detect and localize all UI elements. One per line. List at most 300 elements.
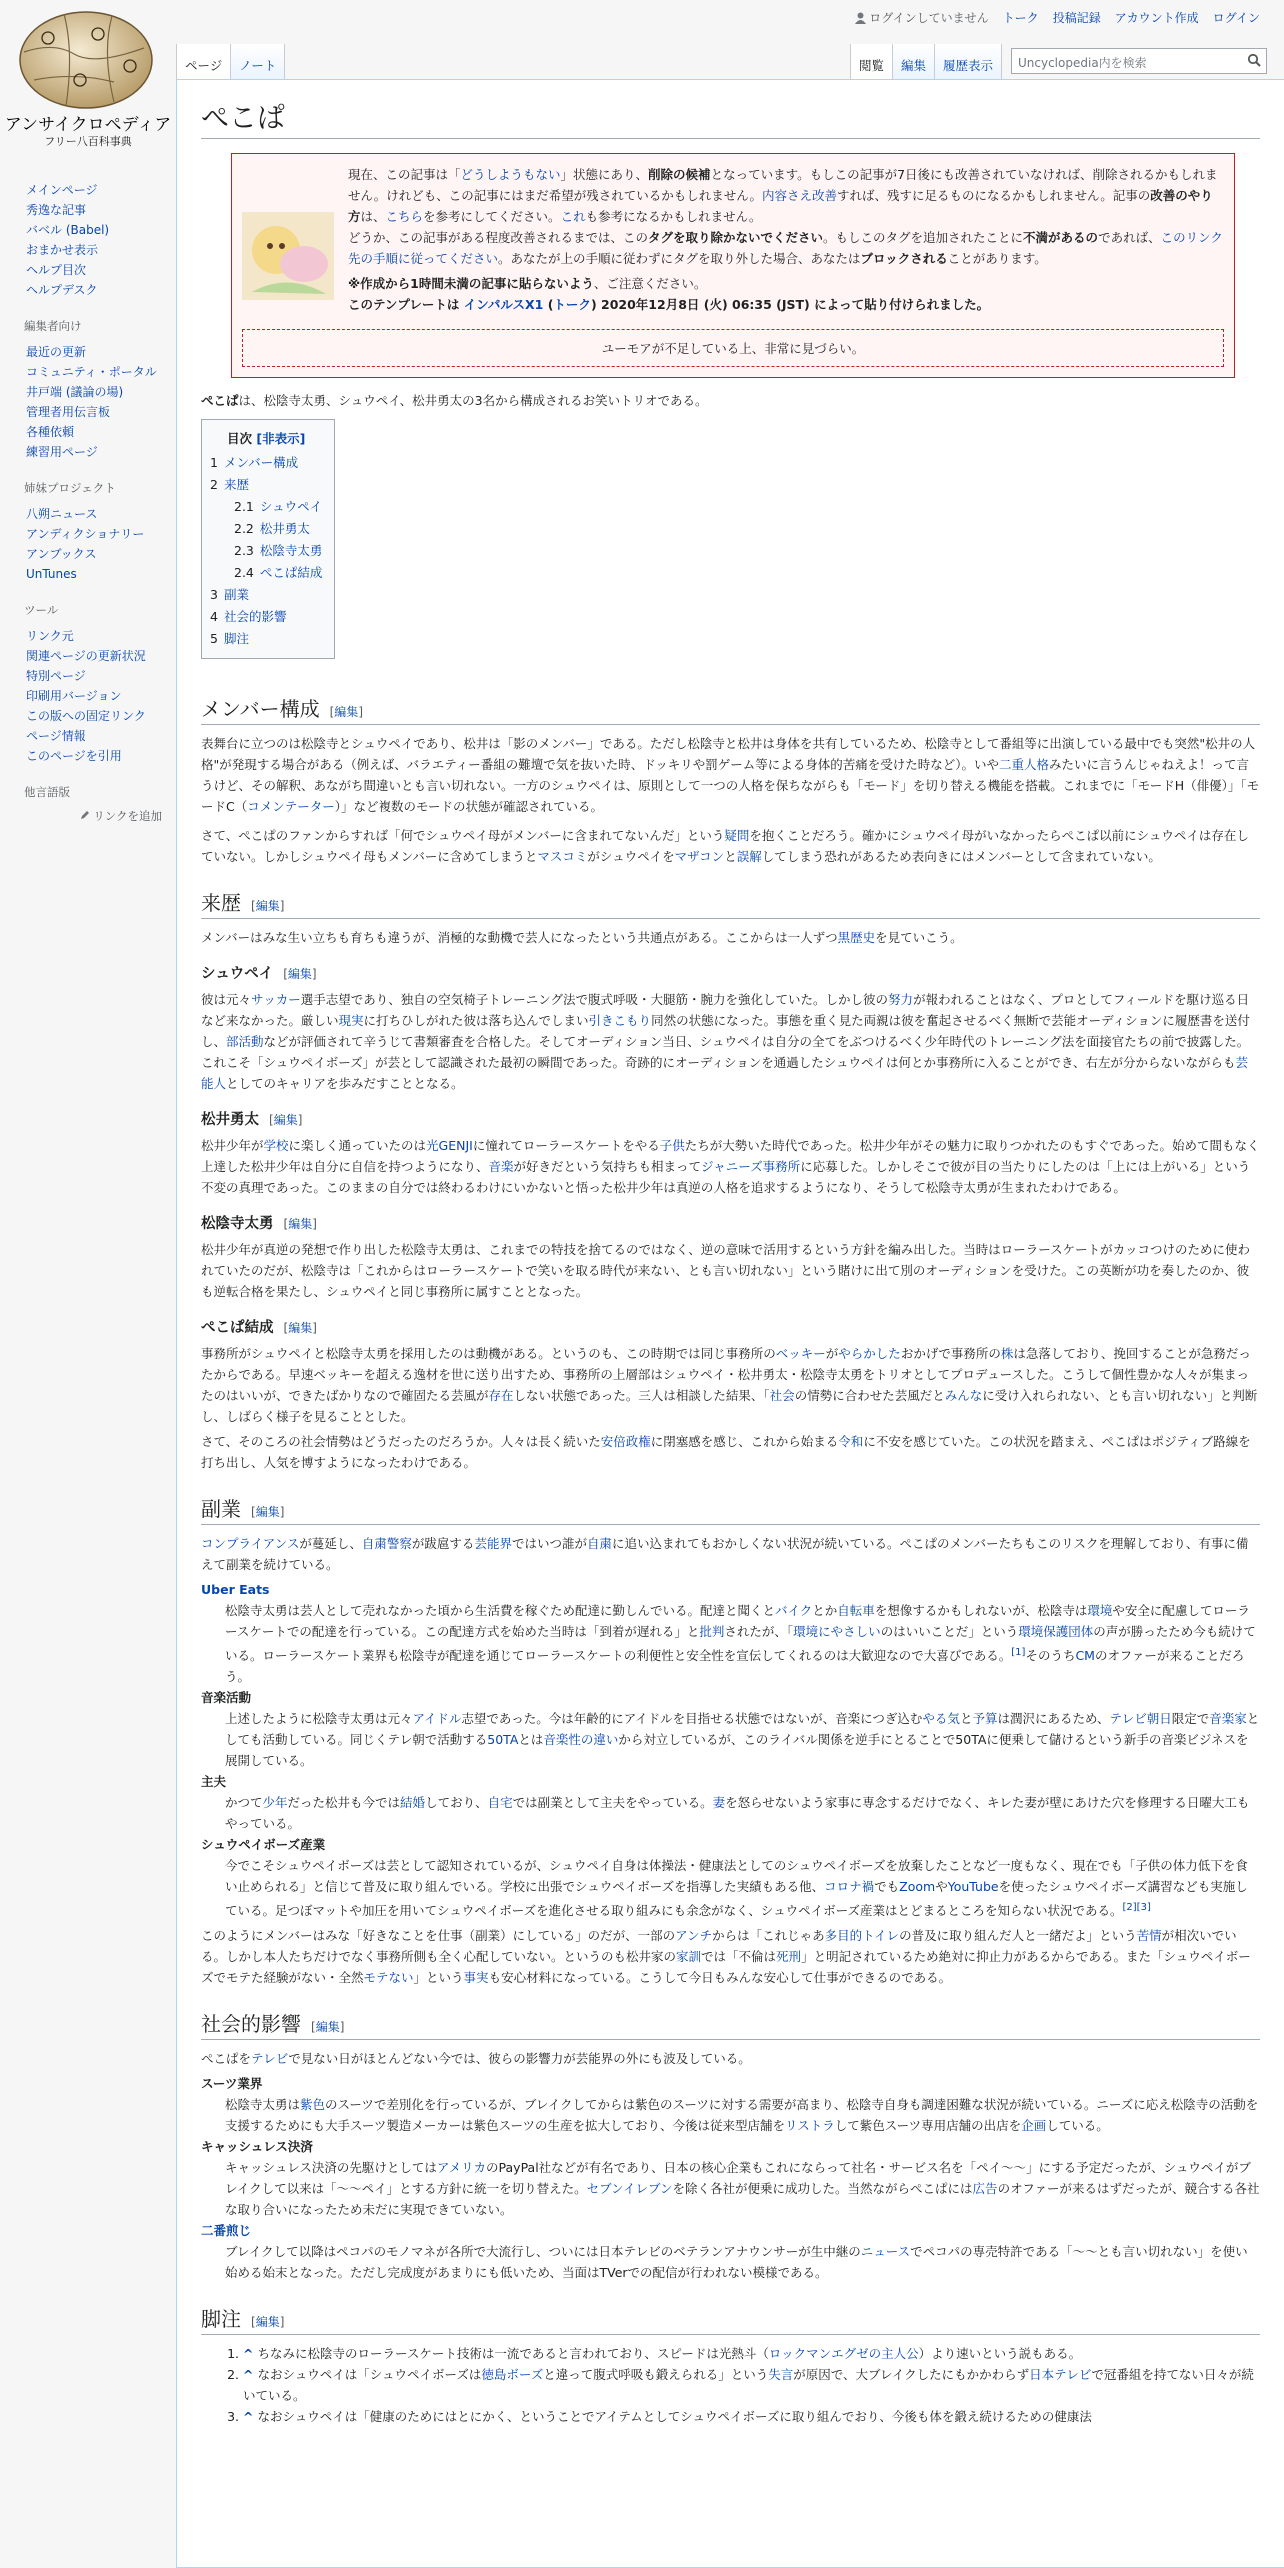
society-link[interactable]: 社会 <box>769 1388 795 1403</box>
everyone-link[interactable]: みんな <box>944 1388 983 1403</box>
t: は急落しており、挽回することが急務だったからである。早速ベッキーを超える逸材を世に送り出すため、事務所の上層部はシュウペイ・松井勇太・松陰寺太勇をトリオとしてプロデュースした。こうして個性豊かな人々が集まったのはいいが、できたばかりなので確固たる芸風が <box>201 1346 1251 1403</box>
notice-text-2g: 。あなたが上の手順に従わずにタグを取り外した場合、あなたは <box>498 251 861 266</box>
t: とは <box>518 1732 544 1748</box>
rockman-link[interactable]: ロックマンエグゼの主人公 <box>768 2346 919 2362</box>
t: 選手志望であり、独自の空気椅子トレーニング法で腹式呼吸・大腿筋・腕力を強化していた。しかし彼の <box>300 992 889 1007</box>
toc-link[interactable]: シュウペイ <box>259 499 323 514</box>
toc-item[interactable] <box>210 606 322 628</box>
t: でも <box>874 1879 900 1895</box>
t: 今でこそシュウペイボーズは芸として認知されているが、シュウペイ自身は体操法・健康法としてのシュウペイボーズを放棄したことなど一度もなく、現在でも「子供の体力低下を食い止められる」と信じて普及に取り組んでいる。学校に出張でシュウペイボーズを指導した実績もある他、 <box>225 1858 1248 1895</box>
t: しない状態であった。三人は相談した結果、「 <box>513 1388 770 1403</box>
toc-item[interactable] <box>210 562 322 584</box>
boy-link[interactable]: 少年 <box>262 1795 288 1811</box>
sidebar-heading-participation: 編集者向け <box>24 319 82 333</box>
environment-link[interactable]: 環境 <box>1087 1603 1113 1618</box>
criticism-link[interactable]: 批判 <box>699 1624 725 1639</box>
references-list <box>243 2343 1260 2427</box>
create-account-link[interactable]: アカウント作成 <box>1114 11 1199 25</box>
club-activity-link[interactable]: 部活動 <box>226 1034 264 1049</box>
t: されたが、「 <box>724 1624 794 1639</box>
advertising-link[interactable]: 広告 <box>972 2181 998 2197</box>
toc-link[interactable]: ぺこぱ結成 <box>259 565 323 580</box>
sidebar-item-sandbox[interactable]: 練習用ページ <box>26 445 98 459</box>
ref-2-3-link[interactable]: [2][3] <box>1122 1902 1151 1914</box>
env-group-link[interactable]: 環境保護団体 <box>1018 1624 1094 1639</box>
pencil-icon <box>80 810 90 820</box>
uber-eats-link[interactable]: Uber Eats <box>201 1582 270 1597</box>
t: としてのキャリアを歩みだすこととなる。 <box>226 1076 464 1091</box>
t: して紫色スーツ専用店舗の出店を <box>834 2118 1022 2134</box>
househusband-term: 主夫 <box>201 1774 227 1790</box>
notice-text: 現在、この記事は「どうしようもない」状態にあり、削除の候補となっています。もしこの記事が7日後にも改善されていなければ、削除されるかもしれません。けれども、この記事にはまだ希望が残されているかもしれません。内容さえ改善すれば、残すに足るものになるかもしれません。記事の改善のやり方は、こちらを参考にしてください。これも参考になるかもしれません。 どうか、この記事がある程度改善されるまでは、このタグを取り除かないでください。もしこのタグを追加されたことに不満があるのであれば、このリンク先の手順に従ってください。あなたが上の手順に従わずにタグを取り外した場合、あなたはブロックされることがあります。 ※作成から1時間未満の記事に貼らないよう、ご注意ください。 このテンプレートは インパルスX1 (トーク) 2020年12月8日 (火) 06:35 (JST) によって貼り付けられました。 <box>348 167 1223 312</box>
section-heading-members: メンバー構成 [編集] <box>201 693 1260 725</box>
section-title: 社会的影響 <box>201 2014 301 2037</box>
rehash-text <box>225 2241 1260 2283</box>
sidebar-heading-projects: 姉妹プロジェクト <box>24 481 116 495</box>
tv-link[interactable]: テレビ <box>251 2051 289 2067</box>
compliance-link[interactable]: コンプライアンス <box>201 1536 300 1551</box>
tab-edit[interactable]: 編集 <box>892 44 934 80</box>
t: が跋扈する <box>411 1536 475 1551</box>
t: 上述したように松陰寺太勇は元々 <box>225 1711 413 1727</box>
t: 松陰寺太勇は <box>225 2097 301 2113</box>
suit-text <box>225 2094 1260 2136</box>
sidebar-item-featured[interactable]: 秀逸な記事 <box>26 203 87 217</box>
search-icon[interactable] <box>1247 53 1261 67</box>
contribs-link[interactable]: 投稿記録 <box>1052 11 1101 25</box>
reality-link[interactable]: 現実 <box>338 1013 364 1028</box>
section-heading-side-jobs: 副業 [編集] <box>201 1493 1260 1525</box>
sidebar-participation <box>26 318 176 462</box>
hopeless-link[interactable]: どうしようもない <box>460 167 561 182</box>
toc-num: 4 <box>210 609 218 624</box>
zoom-link[interactable]: Zoom <box>899 1879 936 1895</box>
page-title: ぺこぱ <box>201 96 1260 139</box>
reiwa-link[interactable]: 令和 <box>838 1434 864 1449</box>
sidebar-item-community[interactable]: コミュニティ・ポータル <box>26 365 157 379</box>
t: 表舞台に立つのは松陰寺とシュウペイであり、松井は「影のメンバー」である。ただし松陰寺と松井は身体を共有しているため、松陰寺として番組等に出演している最中でも突然"松井の人格"が発現する場合がある（例えば、バラエティー番組の難壇で気を抜いた時、ドッキリや罰ゲーム等による身体的苦痛を受けた時など）。いや <box>201 736 1256 772</box>
johnnys-link[interactable]: ジャニーズ事務所 <box>701 1159 801 1174</box>
t: だった松井も今では <box>287 1795 401 1811</box>
hikaru-genji-link[interactable]: 光GENJI <box>426 1138 473 1153</box>
t: 」と明記されているため絶対に抑止力があるからである。また「シュウペイボーズでモテた経験がない・全然 <box>201 1949 1251 1986</box>
youtube-link[interactable]: YouTube <box>947 1879 999 1895</box>
fact-link[interactable]: 事実 <box>463 1970 489 1986</box>
purple-link[interactable]: 紫色 <box>300 2097 326 2113</box>
dark-history-link[interactable]: 黒歴史 <box>837 930 876 945</box>
toc <box>201 419 335 659</box>
sidebar-tools <box>26 602 176 766</box>
t: では「不倫は <box>701 1949 777 1965</box>
user-icon <box>855 12 866 24</box>
home-link[interactable]: 自宅 <box>487 1795 513 1811</box>
hikikomori-link[interactable]: 引きこもり <box>588 1013 652 1028</box>
side-jobs-list <box>201 1579 1260 1921</box>
bike-link[interactable]: バイク <box>775 1603 813 1618</box>
subsection-title: シュウペイ <box>201 966 274 982</box>
formation-paragraph-1 <box>201 1343 1260 1427</box>
rehash-link[interactable]: 二番煎じ <box>201 2223 252 2239</box>
ntv-link[interactable]: 日本テレビ <box>1029 2367 1092 2383</box>
members-paragraph-1 <box>201 733 1260 817</box>
news-link[interactable]: ニュース <box>860 2244 911 2260</box>
sidebar-item-related-changes[interactable]: 関連ページの更新状況 <box>26 649 146 663</box>
sidebar-item-page-info[interactable]: ページ情報 <box>26 729 86 743</box>
t: に楽しく通っていたのは <box>288 1138 427 1153</box>
toc-num: 3 <box>210 587 218 602</box>
sidebar-item-printable[interactable]: 印刷用バージョン <box>26 689 122 703</box>
sidebar-item-untunes[interactable]: UnTunes <box>26 567 77 581</box>
50ta-link[interactable]: 50TA <box>487 1732 519 1748</box>
toc-toggle[interactable]: [非表示] <box>256 431 306 446</box>
eco-friendly-link[interactable]: 環境にやさしい <box>793 1624 881 1639</box>
househusband-text <box>225 1792 1260 1834</box>
side-jobs-intro <box>201 1533 1260 1575</box>
t: を怒らせないよう家事に専念するだけでなく、キレた妻が壁にあけた穴を修理する日曜大工もやっている。 <box>225 1795 1250 1832</box>
t: しており、 <box>425 1795 488 1811</box>
notice-text-2h: ブロックされる <box>860 251 948 266</box>
notice-text-1k: を参考にしてください。 <box>423 209 561 224</box>
section-title: 来歴 <box>201 893 241 915</box>
reference-item <box>243 2364 1260 2406</box>
search-placeholder: Uncyclopedia内を検索 <box>1018 56 1147 70</box>
corona-link[interactable]: コロナ禍 <box>824 1879 875 1895</box>
notice-text-3b: 、ご注意ください。 <box>593 276 707 291</box>
t: メンバーはみな生い立ちも育ちも違うが、消極的な動機で芸人になったという共通点がある。ここからは一人ずつ <box>201 930 838 945</box>
unpopular-link[interactable]: モテない <box>363 1970 414 1986</box>
t: のはいいことだ」という <box>880 1624 1019 1639</box>
edit-section-link[interactable]: 編集 <box>288 1217 313 1231</box>
bicycle-link[interactable]: 自転車 <box>837 1603 875 1618</box>
t: している。 <box>1046 2118 1109 2134</box>
shoinji-paragraph: 松井少年が真逆の発想で作り出した松陰寺太勇は、これまでの特技を捨てるのではなく、逆の意味で活用するという方針を編み出した。当時はローラースケートがカッコつけのために使われていたのだが、松陰寺は「これからはローラースケートで笑いを取る時代が来ない、とも言い切れない」という賭けに出て別のオーディションを受けた。この英断が功を奏したのか、彼も逆転合格を果たし、シュウペイと同じ事務所に属すこととなった。 <box>201 1242 1251 1299</box>
notice-text-2a: どうか、この記事がある程度改善されるまでは、この <box>348 230 649 245</box>
tab-note[interactable]: ノート <box>230 44 285 80</box>
t: なおシュウペイは「シュウペイボーズは <box>253 2367 482 2383</box>
sidebar-item-books[interactable]: アンブックス <box>26 547 97 561</box>
sidebar-item-main-page[interactable]: メインページ <box>26 183 98 197</box>
history-paragraph <box>201 927 1260 948</box>
toc-link[interactable]: 副業 <box>223 587 249 602</box>
tokushima-link[interactable]: 徳島ボーズ <box>481 2367 544 2383</box>
section-heading-influence: 社会的影響 [編集] <box>201 2008 1260 2040</box>
marriage-link[interactable]: 結婚 <box>400 1795 426 1811</box>
t: 」という <box>413 1970 464 1986</box>
user-link[interactable]: インパルスX1 <box>463 297 544 312</box>
notice-text-1a: 現在、この記事は「 <box>348 167 461 182</box>
sidebar-item-random[interactable]: おまかせ表示 <box>26 243 99 257</box>
effort-link[interactable]: 努力 <box>888 992 914 1007</box>
sidebar-item-helpdesk[interactable]: ヘルプデスク <box>26 283 98 297</box>
misunderstanding-link[interactable]: 誤解 <box>736 849 762 864</box>
anti-link[interactable]: アンチ <box>675 1928 713 1944</box>
self-restraint-police-link[interactable]: 自粛警察 <box>361 1536 412 1551</box>
multi-toilet-link[interactable]: 多目的トイレ <box>824 1928 900 1944</box>
tab-page[interactable]: ページ <box>176 44 230 80</box>
here-link[interactable]: こちら <box>385 209 424 224</box>
edit-section-link[interactable]: 編集 <box>288 1321 313 1335</box>
toc-num: 5 <box>210 631 218 646</box>
stock-link[interactable]: 株 <box>1000 1346 1014 1361</box>
toc-num: 2.1 <box>234 499 254 514</box>
t: 彼は元々 <box>201 992 252 1007</box>
becky-link[interactable]: ベッキー <box>775 1346 826 1361</box>
t: さて、ぺこぱのファンからすれば「何でシュウペイ母がメンバーに含まれてないんだ」という <box>201 828 725 843</box>
edit-section-link[interactable]: 編集 <box>255 1505 280 1519</box>
t: と <box>724 849 737 864</box>
toc-link[interactable]: 脚注 <box>223 631 249 646</box>
toc-link[interactable]: メンバー構成 <box>223 455 299 470</box>
t: を抱くことだろう。確かにシュウペイ母がいなかったらぺこぱ以前にシュウペイは存在していない。しかしシュウペイ母もメンバーに含めてしまうと <box>201 828 1249 864</box>
t: ではいつ誰が <box>511 1536 587 1551</box>
add-links-label: リンクを追加 <box>93 809 162 823</box>
t: も安心材料になっている。こうして今日もみんな安心して仕事ができるのである。 <box>488 1970 952 1986</box>
sidebar-nav <box>26 180 176 300</box>
t: が蔓延し、 <box>299 1536 362 1551</box>
music-text <box>225 1708 1260 1771</box>
suit-term: スーツ業界 <box>201 2076 263 2092</box>
sidebar-item-admin-board[interactable]: 管理者用伝言板 <box>26 405 111 419</box>
influence-list <box>201 2073 1260 2283</box>
showbiz-link[interactable]: 芸能界 <box>474 1536 512 1551</box>
musician-link[interactable]: 音楽家 <box>1209 1711 1247 1727</box>
t: に閉塞感を感じ、これから始まる <box>650 1434 839 1449</box>
yarakashita-link[interactable]: やらかした <box>838 1346 901 1361</box>
ref-1-link[interactable]: [1] <box>1011 1647 1026 1658</box>
sidebar-projects <box>26 480 176 584</box>
restraint-link[interactable]: 自粛 <box>586 1536 612 1551</box>
add-links[interactable] <box>26 808 176 824</box>
mass-media-link[interactable]: マスコミ <box>537 849 588 864</box>
notice-text-1g: すれば、残すに足るものになるかもしれません。記事の <box>837 188 1151 203</box>
matsui-paragraph <box>201 1135 1260 1198</box>
t: 松井少年が <box>201 1138 264 1153</box>
sidebar-item-special-pages[interactable]: 特別ページ <box>26 669 86 683</box>
site-logo[interactable] <box>0 0 176 160</box>
tv-asahi-link[interactable]: テレビ朝日 <box>1109 1711 1172 1727</box>
edit-section-link[interactable]: 編集 <box>334 705 359 719</box>
gaffe-link[interactable]: 失言 <box>768 2367 794 2383</box>
t: のオファーが来ることだろう。 <box>225 1648 1245 1685</box>
section-heading-notes: 脚注 [編集] <box>201 2303 1260 2335</box>
talk-link[interactable]: トーク <box>1002 11 1039 25</box>
t: と違って腹式呼吸も鍛えられる」という <box>543 2367 769 2383</box>
personal-tools <box>855 9 1260 26</box>
celebrity-link[interactable]: 芸能人 <box>201 1055 1249 1091</box>
toc-title <box>210 428 322 450</box>
t: 志望であった。今は年齢的にアイドルを目指せる状態ではないが、音楽につぎ込む <box>461 1711 923 1727</box>
sidebar-item-news[interactable]: 八朔ニュース <box>26 507 98 521</box>
side-jobs-closing <box>201 1925 1260 1988</box>
notice-text-1i: は、 <box>360 209 386 224</box>
t: などが評価されて辛うじて書類審査を合格した。そしてオーディション当日、シュウペイは自分の全てをぶつけるべく少年時代のトレーニング法を面接官たちの前で披露した。これこそ「シュウペイボーズ」が芸として認識された最初の瞬間であった。奇跡的にオーディションを通過したシュウペイは何とか事務所に入ることができ、右左が分からないながらも <box>201 1034 1250 1070</box>
t: そのうち <box>1025 1648 1076 1664</box>
toc-link[interactable]: 松陰寺太勇 <box>259 543 323 558</box>
ref-backlink[interactable]: ^ <box>243 2367 254 2383</box>
toc-item[interactable] <box>210 628 322 650</box>
t: に追い込まれてもおかしくない状況が続いている。ぺこぱのメンバーたちもこのリスクを理解しており、有事に備えて副業を続けている。 <box>201 1536 1249 1572</box>
t: の普及に取り組んだ人と一緒だよ」という <box>899 1928 1137 1944</box>
budget-link[interactable]: 予算 <box>972 1711 998 1727</box>
t: や <box>935 1879 948 1895</box>
toc-item[interactable] <box>210 452 322 474</box>
t: このようにメンバーはみな「好きなことを仕事（副業）にしている」のだが、一部の <box>201 1928 676 1944</box>
cm-link[interactable]: CM <box>1075 1648 1095 1664</box>
notice-text-1e: となっています。もしこの記事が7日後にも改善されていなければ、削除されるかもしれません。けれども、この記事にはまだ希望が残されているかもしれません。 <box>348 167 1218 203</box>
tab-read[interactable]: 閲覧 <box>850 44 892 80</box>
section-heading-history: 来歴 [編集] <box>201 887 1260 919</box>
login-link[interactable]: ログイン <box>1212 11 1260 25</box>
this-link[interactable]: これ <box>560 209 586 224</box>
subsection-heading-shoinji: 松陰寺太勇 [編集] <box>201 1216 317 1232</box>
wife-link[interactable]: 妻 <box>712 1795 726 1811</box>
sidebar-item-babel[interactable]: バベル (Babel) <box>26 223 110 237</box>
toc-item[interactable] <box>210 518 322 540</box>
death-penalty-link[interactable]: 死刑 <box>776 1949 802 1965</box>
t: とか <box>812 1603 838 1618</box>
toc-heading: 目次 <box>227 431 253 446</box>
seven-eleven-link[interactable]: セブンイレブン <box>586 2181 673 2197</box>
toc-item[interactable] <box>210 474 322 496</box>
music-term: 音楽活動 <box>201 1690 252 1706</box>
children-link[interactable]: 子供 <box>659 1138 685 1153</box>
notice-text-2e: であれば、 <box>1098 230 1161 245</box>
ref-backlink[interactable]: ^ <box>243 2346 254 2362</box>
sidebar-item-permalink[interactable]: この版への固定リンク <box>26 709 146 723</box>
toc-num: 1 <box>210 455 218 470</box>
intro-bold: ぺこぱ <box>201 393 239 408</box>
procedure-link[interactable]: このリンク先の手順に従ってください <box>348 230 1223 266</box>
toc-num: 2.3 <box>234 543 254 558</box>
restructuring-link[interactable]: リストラ <box>785 2118 835 2134</box>
cashless-text <box>225 2157 1260 2220</box>
user-talk-link[interactable]: トーク <box>553 297 591 312</box>
notice-text-1m: も参考になるかもしれません。 <box>585 209 762 224</box>
t: なおシュウペイは「健康のためにはとにかく、ということでアイテムとしてシュウペイボーズに取り組んでおり、今後も体を鍛え続けるための健康法 <box>253 2409 1092 2425</box>
t: でペコパの専売特許である「～～とも言い切れない」を使い始める始末となった。ただし完成度があまりにも低いため、当面はTVerでの配信が行われない模様である。 <box>225 2244 1248 2281</box>
subsection-title: ぺこぱ結成 <box>201 1320 274 1336</box>
doubt-link[interactable]: 疑問 <box>724 828 750 843</box>
t: に応募した。しかしそこで彼が目の当たりにしたのは「上には上がいる」という不変の真理であった。このままの自分では終わるわけにいかないと悟った松井少年は真逆の人格を追求するようになり、そうして松陰寺太勇が生まれたわけである。 <box>201 1159 1251 1195</box>
t: から対立しているが、このライバル関係を逆手にとることで50TAに便乗して儲けるという新手の音楽ビジネスを展開している。 <box>225 1732 1249 1769</box>
soccer-link[interactable]: サッカー <box>251 992 301 1007</box>
sidebar-item-cite[interactable]: このページを引用 <box>26 749 122 763</box>
music-link[interactable]: 音楽 <box>488 1159 514 1174</box>
dual-personality-link[interactable]: 二重人格 <box>999 757 1050 772</box>
edit-section-link[interactable]: 編集 <box>287 967 312 981</box>
t: ブレイクして以降はペコパのモノマネが各所で大流行し、ついには日本テレビのベテランアナウンサーが生中継の <box>225 2244 861 2260</box>
t: のスーツで差別化を行っているが、ブレイクしてからは紫色のスーツに対する需要が高まり、松陰寺自身も調達困難な状況が続いている。ニーズに応え松陰寺の活動を支援するためにも大手スーツ製造メーカーは紫色スーツの生産を拡大しており、今後は従来型店舗を <box>225 2097 1259 2134</box>
sidebar-item-dictionary[interactable]: アンディクショナリー <box>26 527 145 541</box>
t: ）」など複数のモードの状態が確認されている。 <box>334 799 604 814</box>
notice-text-4a: このテンプレートは <box>348 297 460 312</box>
mother-complex-link[interactable]: マザコン <box>674 849 725 864</box>
content <box>176 79 1284 2568</box>
t: が原因で、大ブレイクしたにもかかわらず <box>793 2367 1030 2383</box>
toc-link[interactable]: 社会的影響 <box>223 609 287 624</box>
tab-history[interactable]: 履歴表示 <box>934 44 1002 80</box>
t: と <box>959 1711 973 1727</box>
subsection-heading-shupei: シュウペイ [編集] <box>201 966 317 982</box>
edit-section-link[interactable]: 編集 <box>255 899 280 913</box>
site-name: アンサイクロペディア <box>4 115 172 135</box>
idol-link[interactable]: アイドル <box>412 1711 462 1727</box>
t: を想像するかもしれないが、松陰寺は <box>874 1603 1088 1618</box>
musical-differences-link[interactable]: 音楽性の違い <box>543 1732 619 1748</box>
america-link[interactable]: アメリカ <box>436 2160 487 2176</box>
t: では副業として主夫をやっている。 <box>512 1795 713 1811</box>
commentator-link[interactable]: コメンテーター <box>247 799 335 814</box>
improve-link[interactable]: 内容さえ改善 <box>762 188 838 203</box>
toc-item[interactable] <box>210 540 322 562</box>
family-rule-link[interactable]: 家訓 <box>676 1949 702 1965</box>
sidebar-item-help[interactable]: ヘルプ目次 <box>26 263 87 277</box>
t: からは「これじゃあ <box>712 1928 825 1944</box>
namespace-tabs <box>176 44 285 80</box>
t: は潤沢にあるため、 <box>997 1711 1110 1727</box>
notice-text-3a: ※作成から1時間未満の記事に貼らないよう <box>348 276 594 291</box>
t: が相次いでいる。しかし本人たちだけでなく事務所側も全く心配していない。というのも松井家の <box>201 1928 1237 1965</box>
sidebar-item-whatlinkshere[interactable]: リンク元 <box>26 629 74 643</box>
search-input[interactable] <box>1011 48 1267 74</box>
notice-text-2i: ことがあります。 <box>947 251 1047 266</box>
complaint-link[interactable]: 苦情 <box>1136 1928 1162 1944</box>
subsection-title: 松陰寺太勇 <box>201 1216 274 1232</box>
abe-admin-link[interactable]: 安倍政権 <box>600 1434 651 1449</box>
edit-section-link[interactable]: 編集 <box>273 1113 298 1127</box>
toc-item[interactable] <box>210 584 322 606</box>
t: みたいに言うんじゃねえよ！って言うけど、その解釈、あながち間違いとも言い切れない。一方のシュウペイは、原則として一つの人格を保ちながらも「モード」を切り替える機能を搭載。これまでに「モードH（俳優）」「モードC（ <box>201 757 1260 814</box>
sidebar <box>0 180 176 842</box>
sidebar-item-requests[interactable]: 各種依頼 <box>26 425 75 439</box>
notice-reason: ユーモアが不足している上、非常に見づらい。 <box>242 329 1224 367</box>
subsection-heading-formation: ぺこぱ結成 [編集] <box>201 1320 317 1336</box>
t: がシュウペイを <box>587 849 675 864</box>
anon-text: ログインしていません <box>869 11 989 25</box>
reference-item <box>243 2406 1260 2427</box>
planning-link[interactable]: 企画 <box>1021 2118 1047 2134</box>
notice-image <box>242 212 334 300</box>
edit-section-link[interactable]: 編集 <box>255 2315 280 2330</box>
toc-link[interactable]: 松井勇太 <box>259 521 310 536</box>
subsection-heading-matsui: 松井勇太 [編集] <box>201 1112 303 1128</box>
toc-item[interactable] <box>210 496 322 518</box>
anon-status <box>855 9 988 26</box>
t: ）より速いという説もある。 <box>918 2346 1082 2362</box>
ref-backlink[interactable]: ^ <box>243 2409 254 2425</box>
t: 事務所がシュウペイと松陰寺太勇を採用したのは動機がある。というのも、この時期では同じ事務所の <box>201 1346 776 1361</box>
t: を見ていこう。 <box>875 930 963 945</box>
school-link[interactable]: 学校 <box>263 1138 289 1153</box>
t: さて、そのころの社会情勢はどうだったのだろうか。人々は長く続いた <box>201 1434 601 1449</box>
sidebar-item-recent-changes[interactable]: 最近の更新 <box>26 345 87 359</box>
site-tagline: フリー八百科事典 <box>44 135 132 148</box>
existence-link[interactable]: 存在 <box>488 1388 514 1403</box>
shupei-industry-text <box>225 1855 1260 1921</box>
t: のPayPal社などが有名であり、日本の核心企業もこれにならって社名・サービス名を「ペイ～～」にする予定だったが、シュウペイがブレイクして以来は「～～ペイ」とする方針に統一を切り替えた。 <box>225 2160 1251 2197</box>
toc-link[interactable]: 来歴 <box>223 477 249 492</box>
sidebar-languages <box>26 784 176 824</box>
sidebar-item-village-pump[interactable]: 井戸端 (議論の場) <box>26 385 124 399</box>
notice-text-2b: タグを取り除かないでください <box>648 230 824 245</box>
edit-section-link[interactable]: 編集 <box>315 2020 340 2035</box>
intro <box>201 390 1260 411</box>
toc-num: 2.2 <box>234 521 254 536</box>
t: 限定で <box>1171 1711 1210 1727</box>
uber-eats-text <box>225 1600 1260 1687</box>
t: の声が勝ったため今も続けている。ローラースケート業界も松陰寺が配達を通じてローラースケートの利便性と安全性を宣伝してくれるのは大歓迎なので大喜びである。 <box>225 1624 1256 1664</box>
motivation-link[interactable]: やる気 <box>922 1711 960 1727</box>
